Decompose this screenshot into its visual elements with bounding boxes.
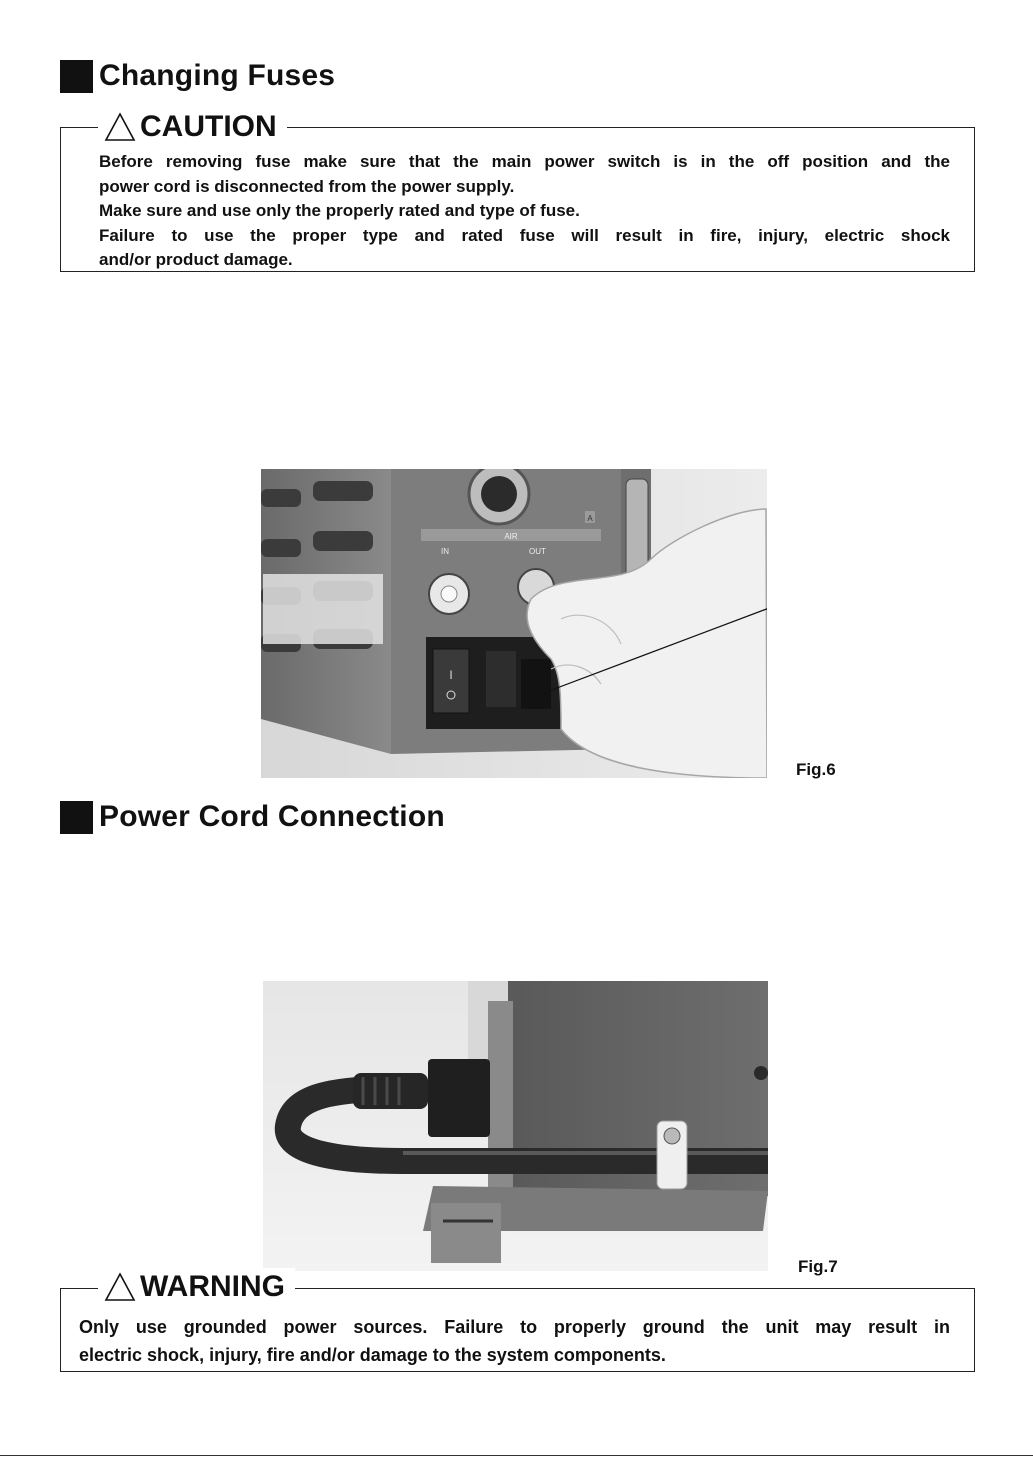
fig6-out-label: OUT [529, 547, 546, 556]
caution-line-3: Make sure and use only the properly rated and type of fuse. [99, 201, 580, 220]
fig6-caption: Fig.6 [796, 760, 836, 779]
warning-triangle-icon [104, 1272, 136, 1302]
heading-square-marker [60, 801, 93, 834]
warning-text [79, 1313, 950, 1369]
svg-text:I: I [449, 668, 453, 682]
fig6-a-label: A [587, 514, 593, 523]
fig6-in-label: IN [441, 547, 449, 556]
heading-square-marker [60, 60, 93, 93]
warning-label: WARNING [140, 1270, 285, 1303]
fig7-photo [263, 981, 768, 1271]
fig6-photo [261, 469, 767, 778]
caution-box [60, 127, 975, 272]
page-bottom-rule [0, 1455, 1033, 1456]
caution-line-5: and/or product damage. [99, 250, 293, 269]
warning-heading [98, 1268, 295, 1306]
section-heading-changing-fuses [60, 58, 335, 94]
section-title: Changing Fuses [99, 59, 336, 92]
warning-line-2: electric shock, injury, fire and/or damage to the system components. [79, 1345, 666, 1365]
section-heading-power-cord-connection [60, 799, 445, 835]
caution-label: CAUTION [140, 110, 277, 143]
section-title: Power Cord Connection [99, 800, 445, 833]
caution-line-1: Before removing fuse make sure that the main power switch is in the off position and the [99, 152, 950, 171]
fig6-air-label: AIR [504, 532, 518, 541]
warning-line-1: Only use grounded power sources. Failure to properly ground the unit may result in [79, 1317, 950, 1337]
caution-line-2: power cord is disconnected from the power supply. [99, 176, 515, 196]
caution-line-4: Failure to use the proper type and rated fuse will result in fire, injury, electric shock [99, 225, 950, 245]
caution-heading [98, 108, 287, 146]
caution-triangle-icon [104, 112, 136, 142]
caution-text [99, 150, 950, 273]
fig7-caption: Fig.7 [798, 1257, 838, 1276]
